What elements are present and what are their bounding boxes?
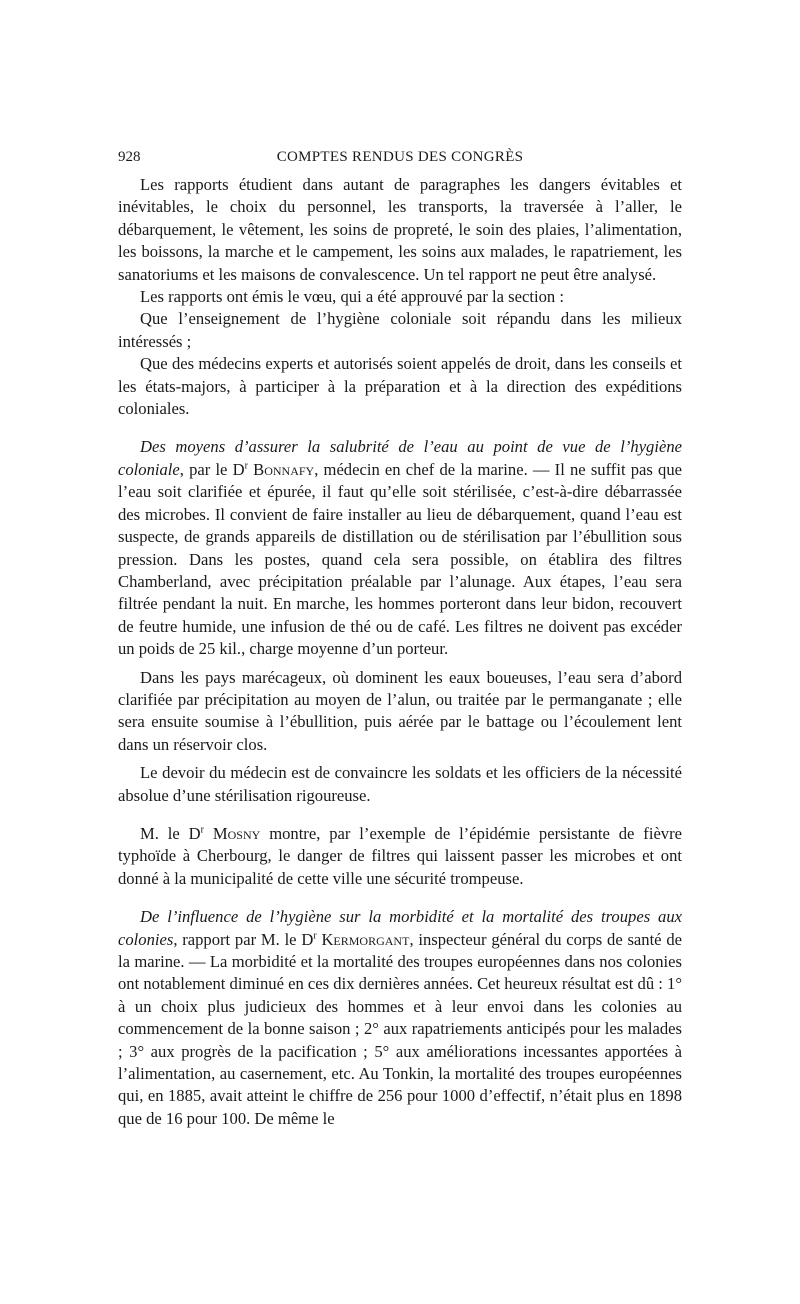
section-title: Des moyens d’assurer la salubrité de l’eau au point de vue de l’hygiène coloniale bbox=[118, 437, 682, 479]
page-number: 928 bbox=[118, 149, 141, 165]
document-page bbox=[118, 142, 682, 1130]
paragraph: Les rapports ont émis le vœu, qui a été approuvé par la section : bbox=[140, 287, 564, 307]
section-title: De l’influence de l’hygiène sur la morbidité et la mortalité des troupes aux colonies bbox=[118, 907, 682, 949]
paragraph: Le devoir du médecin est de convaincre les soldats et les officiers de la nécessité absolue d’une stérilisation rigoureuse. bbox=[118, 763, 682, 805]
paragraph: Les rapports étudient dans autant de paragraphes les dangers évitables et inévitables, le choix du personnel, les transports, la traversée à l’aller, le débarquement, le vêtement, les soins de propreté, le soin des plaies, l’alimentation, les boissons, la marche et le campement, les soins aux malades, le rapatriement, les sanatoriums et les maisons de convalescence. Un tel rapport ne peut être analysé. bbox=[118, 175, 682, 284]
author-name: Bonnafy bbox=[253, 459, 315, 479]
author-name: Mosny bbox=[212, 823, 261, 843]
paragraph: Que l’enseignement de l’hygiène coloniale soit répandu dans les milieux intéressés ; bbox=[118, 309, 682, 351]
author-name: Kermorgant bbox=[321, 929, 410, 949]
paragraph: Que des médecins experts et autorisés soient appelés de droit, dans les conseils et les états-majors, à participer à la préparation et à la direction des expéditions coloniales. bbox=[118, 354, 682, 419]
section-paragraph: M. le $D^r$ Mosny montre, par l’exemple de l’épidémie persistante de fièvre typhoïde à Cherbourg, le danger de filtres qui laissent passer les microbes et ont donné à la municipalité de cette ville une sécurité trompeuse. bbox=[118, 823, 682, 888]
paragraph: Dans les pays marécageux, où dominent les eaux boueuses, l’eau sera d’abord clarifiée par précipitation au moyen de l’alun, ou traitée par le permanganate ; elle sera ensuite soumise à l’ébullition, puis aérée par le battage ou l’écoulement lent dans un réservoir clos. bbox=[118, 667, 682, 754]
section-paragraph: Des moyens d’assurer la salubrité de l’eau au point de vue de l’hygiène coloniale, par le $D^r$ Bonnafy, médecin en chef de la marine. — Il ne suffit pas que l’eau soit clarifiée et épurée, il faut qu’elle soit stérilisée, c’est-à-dire débarrassée des microbes. Il convient de faire installer au lieu de débarquement, quand l’eau est suspecte, de grands appareils de distillation ou de stérilisation par l’ébullition sous pression. Dans les postes, quand cela sera possible, on établira des filtres Chamberland, avec précipitation préalable par l’alunage. Aux étapes, l’eau sera filtrée pendant la nuit. En marche, les hommes porteront dans leur bidon, recouvert de feutre humide, une infusion de thé ou de café. Les filtres ne doivent pas excéder un poids de 25 kil., charge moyenne d’un porteur. bbox=[118, 437, 682, 659]
page-header bbox=[118, 142, 682, 168]
section-paragraph: De l’influence de l’hygiène sur la morbidité et la mortalité des troupes aux colonies, rapport par M. le $D^r$ Kermorgant, inspecteur général du corps de santé de la marine. — La morbidité et la mortalité des troupes européennes dans nos colonies ont notablement diminué en ces dix dernières années. Cet heureux résultat est dû : 1° à un choix plus judicieux des hommes et à leur envoi dans les colonies au commencement de la bonne saison ; 2° aux rapatriements anticipés pour les malades ; 3° aux progrès de la pacification ; 5° aux améliorations incessantes apportées à l’alimentation, au casernement, etc. Au Tonkin, la mortalité des troupes européennes qui, en 1885, avait atteint le chiffre de 256 pour 1000 d’effectif, n’était plus en 1898 que de 16 pour 100. De même le bbox=[118, 907, 682, 1128]
running-title: COMPTES RENDUS DES CONGRÈS bbox=[276, 149, 524, 165]
